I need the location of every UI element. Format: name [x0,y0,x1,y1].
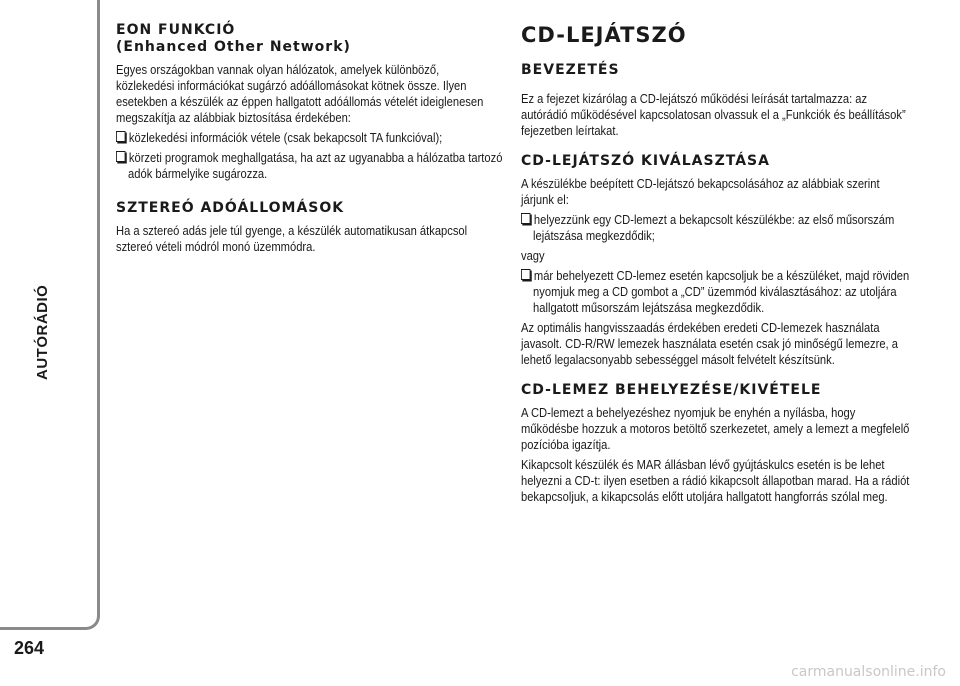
select-heading: CD-LEJÁTSZÓ KIVÁLASZTÁSA [521,153,770,169]
select-paragraph-2: Az optimális hangvisszaadás érdekében eredeti CD-lemezek használata javasolt. CD-R/RW lemezek használata esetén csak jó minőségű lemezre, a lehető legalacsonyabb sebességgel másolt felvételt készítsünk. [521,320,898,367]
watermark: carmanualsonline.info [791,664,946,680]
page-number: 264 [14,638,45,658]
select-paragraph: A készülékbe beépített CD-lejátszó bekapcsolásához az alábbiak szerint járjunk el: [521,176,880,207]
eon-bullet-2-text: körzeti programok meghallgatása, ha azt az ugyanabba a hálózatba tartozó adók bármelyike sugározza. [128,150,503,181]
select-or: vagy [521,248,545,263]
right-column [521,22,911,509]
checkbox-bullet-icon [116,151,125,162]
insert-heading: CD-LEMEZ BEHELYEZÉSE/KIVÉTELE [521,382,822,398]
left-column [116,22,503,259]
checkbox-bullet-icon [521,269,530,280]
eon-heading [116,22,498,56]
intro-heading: BEVEZETÉS [521,62,620,78]
eon-bullet-2 [116,150,509,182]
stereo-paragraph: Ha a sztereó adás jele túl gyenge, a készülék automatikusan átkapcsol sztereó vételi módról monó üzemmódra. [116,223,468,254]
eon-paragraph: Egyes országokban vannak olyan hálózatok, amelyek különböző, közlekedési információkat sugárzó adóállomásokat kötnek össze. Ilyen esetekben a készülék az éppen hallgatott adóállomás vételét ideiglenesen megszakítja az alábbiak biztosítása érdekében: [116,62,484,125]
select-bullet-2-text: már behelyezett CD-lemez esetén kapcsoljuk be a készüléket, majd röviden nyomjuk meg a CD gombot a „CD” üzemmód kiválasztásához: az utoljára hallgatott műsorszám lejátszása megkezdődik. [533,268,910,315]
select-bullet-1-text: helyezzünk egy CD-lemezt a bekapcsolt készülékbe: az első műsorszám lejátszása megkezdődik; [533,212,895,243]
intro-paragraph: Ez a fejezet kizárólag a CD-lejátszó működési leírását tartalmazza: az autórádió működésével kapcsolatosan olvassuk el a „Funkciók és beállítások” fejezetben leírtakat. [521,91,906,138]
stereo-heading: SZTEREÓ ADÓÁLLOMÁSOK [116,200,345,216]
insert-paragraph-2: Kikapcsolt készülék és MAR állásban lévő gyújtáskulcs esetén is be lehet helyezni a CD-t: ilyen esetben a rádió kikapcsolt állapotban marad. Ha a rádiót bekapcsoljuk, a kikapcsolás előtt utoljára hallgatott hangforrás szólal meg. [521,457,910,504]
section-side-label: AUTÓRÁDIÓ [34,284,51,380]
checkbox-bullet-icon [521,213,530,224]
cd-player-title: CD-LEJÁTSZÓ [521,23,687,47]
checkbox-bullet-icon [116,131,125,142]
select-bullet-1 [521,212,922,244]
insert-paragraph-1: A CD-lemezt a behelyezéshez nyomjuk be enyhén a nyílásba, hogy működésbe hozzuk a motoros betöltő szerkezetet, amely a lemezt a megfelelő pozícióba igazítja. [521,405,910,452]
eon-bullet-1-text: közlekedési információk vétele (csak bekapcsolt TA funkcióval); [128,130,443,145]
eon-bullet-1 [116,130,509,146]
eon-heading-line-1: EON FUNKCIÓ [116,22,236,38]
eon-heading-line-2: (Enhanced Other Network) [116,39,351,55]
select-bullet-2 [521,268,922,316]
